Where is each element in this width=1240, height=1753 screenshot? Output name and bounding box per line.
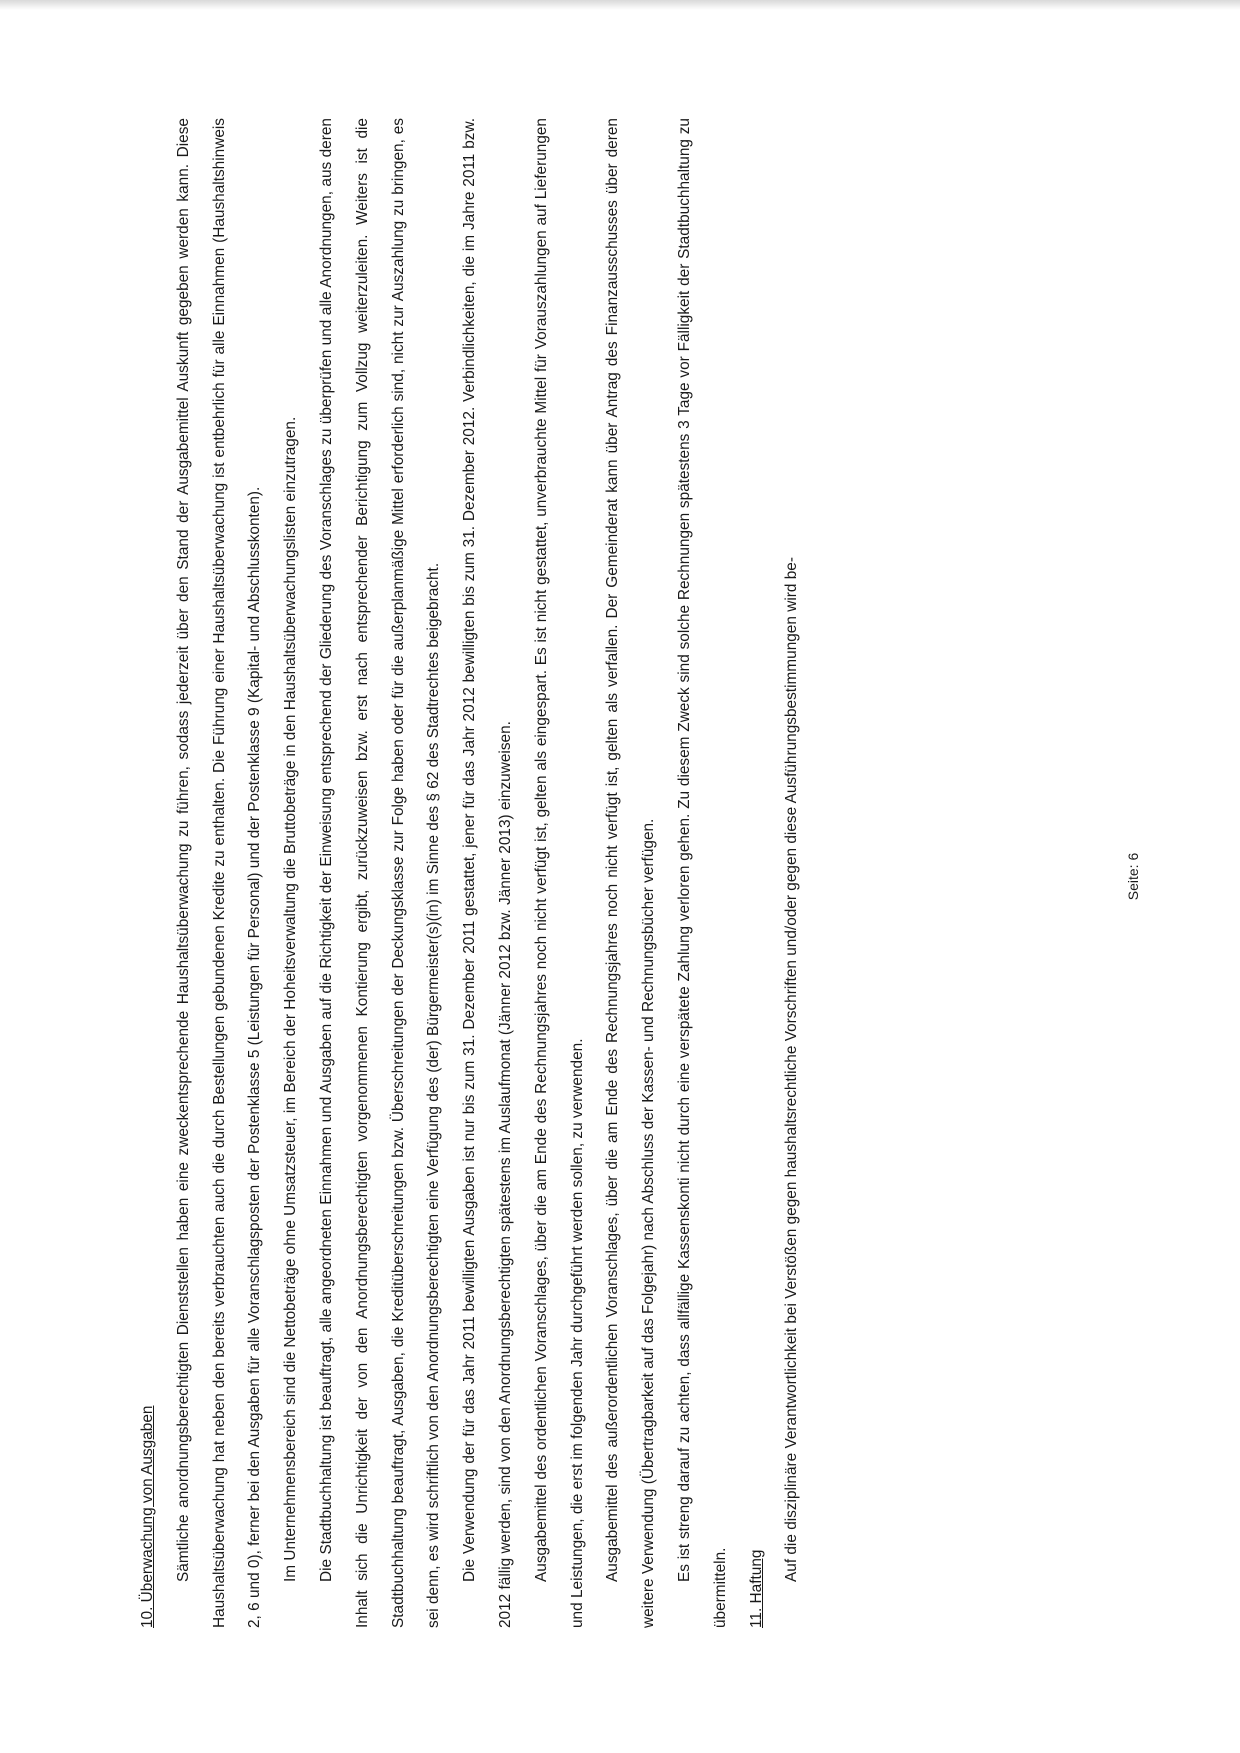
paragraph: Ausgabemittel des außerordentlichen Voranschlages, über die am Ende des Rechnungsjahres noch nicht verfügt ist, gelten als verfallen. Der Gemeinderat kann über Antrag des Finanzausschusses über deren weitere Verwendung (Übertragbarkeit auf das Folgejahr) nach Abschluss der Kassen- und Rechnungsbücher verfügen. [604,118,658,1628]
paragraph: Es ist streng darauf zu achten, dass allfällige Kassenskonti nicht durch eine verspätete Zahlung verloren gehen. Zu diesem Zweck sind solche Rechnungen spätestens 3 Tage vor Fälligkeit der Stadtbuchhaltung zu übermitteln. [675,118,729,1628]
page-number: Seite: 6 [1125,852,1141,901]
paragraph: Die Stadtbuchhaltung ist beauftragt, alle angeordneten Einnahmen und Ausgaben auf die Richtigkeit der Einweisung entsprechend der Gliederung des Voranschlages zu überprüfen und alle Anordnungen, aus deren Inhalt sich die Unrichtigkeit der von den Anordnungsberechtigten vorgenommenen Kontierung ergibt, zurückzuweisen bzw. erst nach entsprechender Berichtigung zum Vollzug weiterzuleiten. Weiters ist die Stadtbuchhaltung beauftragt, Ausgaben, die Kreditüberschreitungen bzw. Überschreitungen der Deckungsklasse zur Folge haben oder für die außerplanmäßige Mittel erforderlich sind, nicht zur Auszahlung zu bringen, es sei denn, es wird schriftlich von den Anordnungsberechtigten eine Verfügung des (der) Bürgermeister(s)(in) im Sinne des § 62 des Stadtrechtes beigebracht. [317,118,443,1628]
paragraph: Die Verwendung der für das Jahr 2011 bewilligten Ausgaben ist nur bis zum 31. Dezember 2011 gestattet, jener für das Jahr 2012 bewilligten bis zum 31. Dezember 2012. Verbindlichkeiten, die im Jahre 2011 bzw. 2012 fällig werden, sind von den Anordnungsberechtigten spätestens im Auslaufmonat (Jänner 2012 bzw. Jänner 2013) einzuweisen. [461,118,514,1628]
document-body [130,118,810,1628]
paragraph: Ausgabemittel des ordentlichen Voranschlages, über die am Ende des Rechnungsjahres noch nicht verfügt ist, gelten als eingespart. Es ist nicht gestattet, unverbrauchte Mittel für Vorauszahlungen auf Lieferungen und Leistungen, die erst im folgenden Jahr durchgeführt werden sollen, zu verwenden. [532,118,586,1628]
section-heading-11: 11. Haftung [747,1549,765,1628]
paragraph: Sämtliche anordnungsberechtigten Dienststellen haben eine zweckentsprechende Haushaltsüberwachung zu führen, sodass jederzeit über den Stand der Ausgabemittel Auskunft gegeben werden kann. Diese Haushaltsüberwachung hat neben den bereits verbrauchten auch die durch Bestellungen gebundenen Kredite zu enthalten. Die Führung einer Haushaltsüberwachung ist entbehrlich für alle Einnahmen (Haushaltshinweis 2, 6 und 0), ferner bei den Ausgaben für alle Voranschlagsposten der Postenklasse 5 (Leistungen für Personal) und der Postenklasse 9 (Kapital- und Abschlusskonten). [174,118,264,1628]
paragraph: Auf die disziplinäre Verantwortlichkeit bei Verstößen gegen haushaltsrechtliche Vorschriften und/oder gegen diese Ausführungsbestimmungen wird be- [783,557,801,1582]
section-heading-10: 10. Überwachung von Ausgaben [139,1405,156,1628]
paragraph: Im Unternehmensbereich sind die Nettobeträge ohne Umsatzsteuer, im Bereich der Hoheitsverwaltung die Bruttobeträge in den Haushaltsüberwachungslisten einzutragen. [282,416,300,1582]
